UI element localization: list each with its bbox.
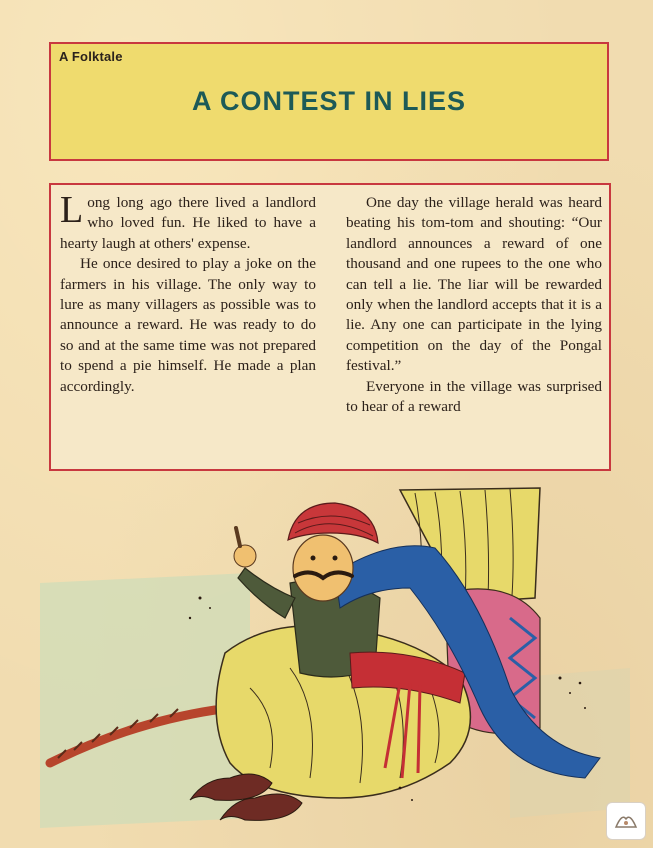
paragraph: He once desired to play a joke on the farmers in his village. The only way to lure as many villagers as possible was to announce a reward. He was ready to do so and at the same time was not prepared to spend a pie himself. He made a plan accordingly. xyxy=(60,255,316,395)
story-column-left xyxy=(60,189,316,397)
paragraph-text: ong long ago there lived a landlord who loved fun. He liked to have a hearty laugh at others' expense. xyxy=(60,194,316,252)
drop-cap: L xyxy=(60,189,84,231)
logo-icon xyxy=(612,809,640,833)
hand xyxy=(234,545,256,567)
header-box xyxy=(49,42,609,161)
section-kicker: A Folktale xyxy=(59,49,123,64)
landlord-illustration xyxy=(40,478,630,838)
story-text-box xyxy=(49,183,611,471)
story-title: A CONTEST IN LIES xyxy=(191,86,466,116)
paragraph xyxy=(60,189,316,254)
paragraph: Everyone in the village was surprised to hear of a reward xyxy=(346,377,602,416)
paragraph: One day the village herald was heard beating his tom-tom and shouting: “Our landlord announces a reward of one thousand and one rupees to the one who can tell a lie. The liar will be rewarded only when the landlord accepts that it is a lie. Any one can participate in the lying competition on the day of the Pongal festival.” xyxy=(346,194,602,375)
story-column-right xyxy=(346,193,602,417)
face xyxy=(293,535,353,601)
publisher-logo xyxy=(606,802,646,840)
